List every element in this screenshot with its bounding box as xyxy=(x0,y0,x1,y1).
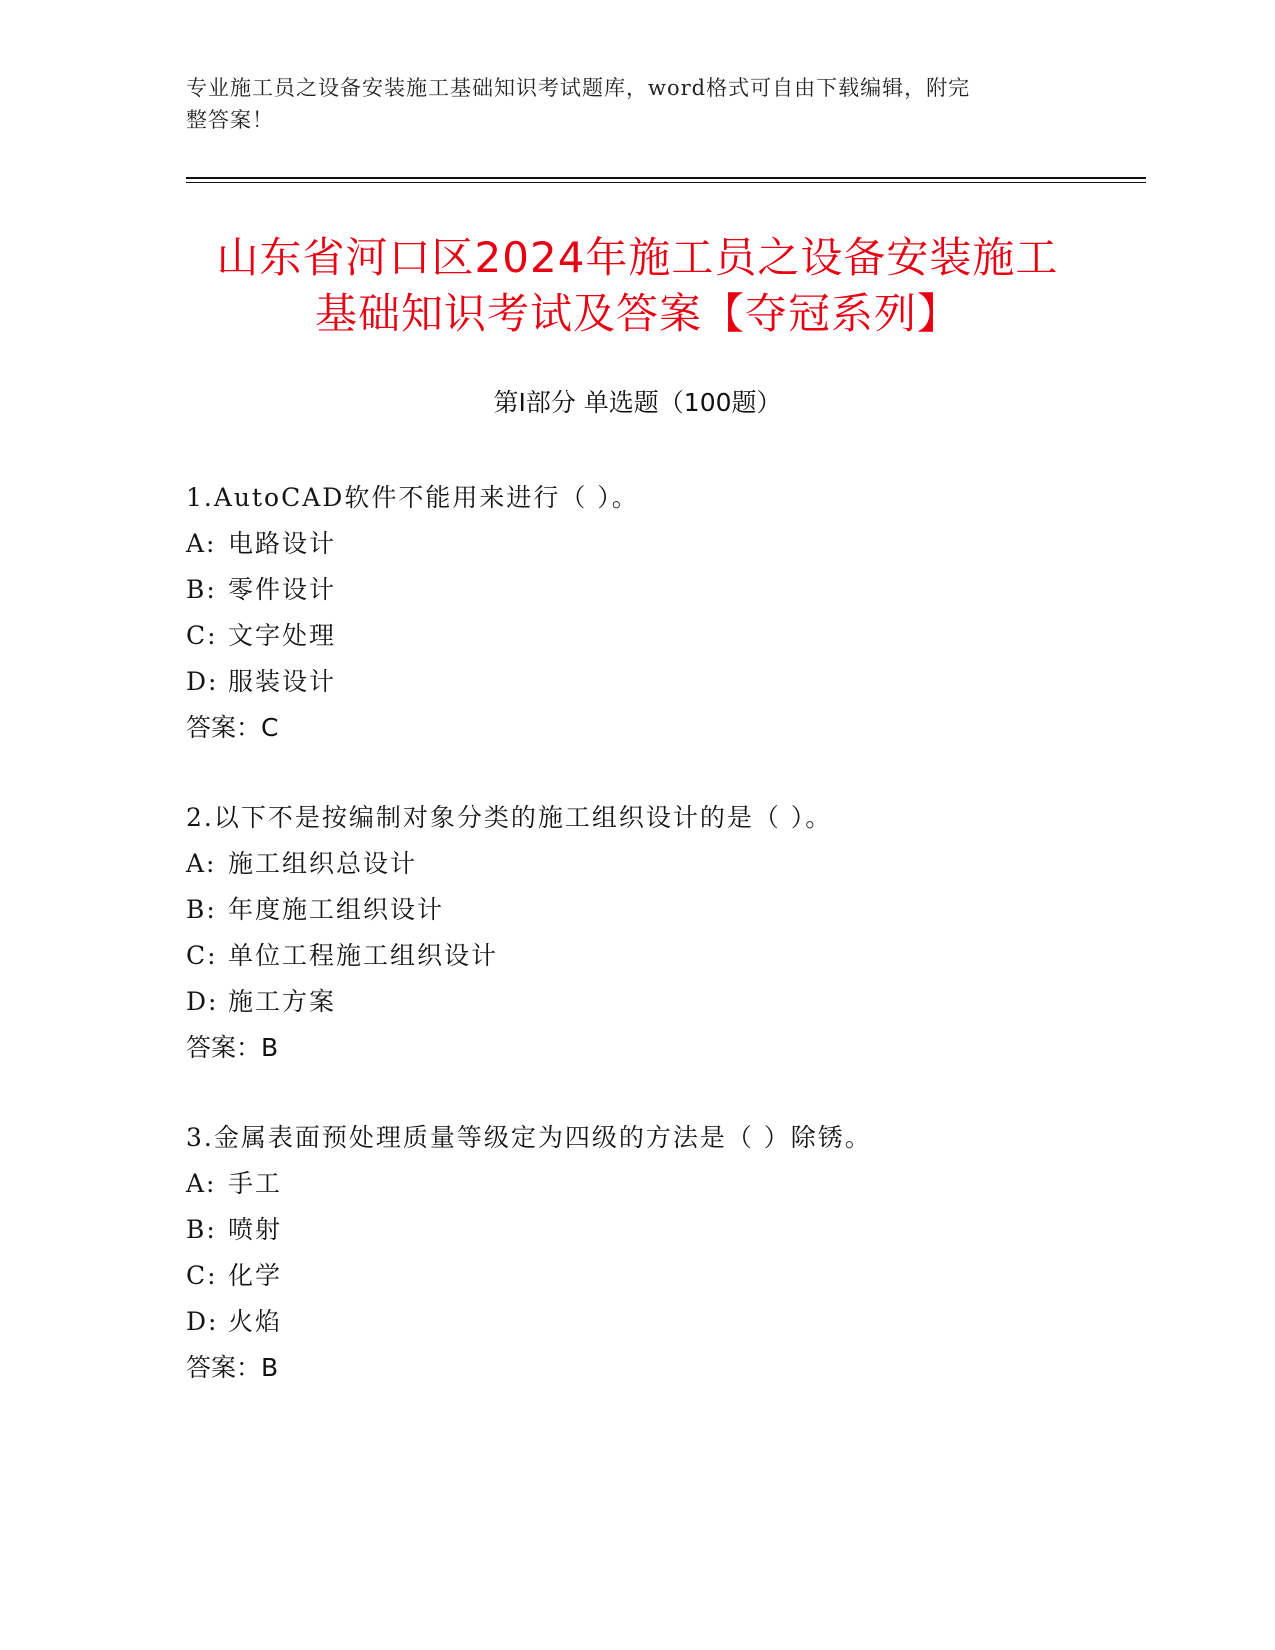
option-a xyxy=(186,521,1146,567)
option-text: 火焰 xyxy=(228,1307,283,1336)
option-key: C: xyxy=(186,1261,218,1290)
option-c xyxy=(186,613,1146,659)
option-b xyxy=(186,567,1146,613)
option-a xyxy=(186,1161,1146,1207)
option-text: 化学 xyxy=(228,1261,283,1290)
answer-line: 答案：C xyxy=(186,713,279,742)
question-stem: 3.金属表面预处理质量等级定为四级的方法是（ ）除锈。 xyxy=(186,1123,872,1152)
answer-line: 答案：B xyxy=(186,1033,279,1062)
question-stem: 1.AutoCAD软件不能用来进行（ ）。 xyxy=(186,483,639,512)
option-key: B: xyxy=(186,1215,217,1244)
document-title-line-2: 基础知识考试及答案【夺冠系列】 xyxy=(314,289,960,338)
option-c xyxy=(186,933,1146,979)
option-d xyxy=(186,1299,1146,1345)
option-key: A: xyxy=(186,849,217,878)
question-list xyxy=(186,475,1146,1435)
question-stem: 2.以下不是按编制对象分类的施工组织设计的是（ ）。 xyxy=(186,803,833,832)
question-2 xyxy=(186,795,1146,1071)
answer-line: 答案：B xyxy=(186,1353,279,1382)
option-text: 手工 xyxy=(228,1169,283,1198)
header-note-line-1: 专业施工员之设备安装施工基础知识考试题库，word格式可自由下载编辑，附完 xyxy=(186,76,971,100)
option-text: 喷射 xyxy=(228,1215,283,1244)
header-note xyxy=(186,72,1066,136)
option-key: B: xyxy=(186,895,217,924)
option-key: A: xyxy=(186,529,217,558)
option-text: 文字处理 xyxy=(228,621,337,650)
option-key: C: xyxy=(186,941,218,970)
option-d xyxy=(186,979,1146,1025)
question-3 xyxy=(186,1115,1146,1391)
option-text: 单位工程施工组织设计 xyxy=(228,941,499,970)
option-b xyxy=(186,887,1146,933)
option-d xyxy=(186,659,1146,705)
option-key: B: xyxy=(186,575,217,604)
option-key: D: xyxy=(186,1307,219,1336)
option-a xyxy=(186,841,1146,887)
option-key: D: xyxy=(186,667,219,696)
document-title-line-1: 山东省河口区2024年施工员之设备安装施工 xyxy=(216,233,1059,282)
option-key: C: xyxy=(186,621,218,650)
option-text: 零件设计 xyxy=(228,575,337,604)
section-heading: 第Ⅰ部分 单选题（100题） xyxy=(493,388,782,417)
option-b xyxy=(186,1207,1146,1253)
header-divider-thick xyxy=(186,177,1146,179)
header-note-line-2: 整答案！ xyxy=(186,108,274,132)
option-text: 施工组织总设计 xyxy=(228,849,418,878)
option-text: 年度施工组织设计 xyxy=(228,895,445,924)
option-key: D: xyxy=(186,987,219,1016)
option-text: 电路设计 xyxy=(228,529,337,558)
option-text: 服装设计 xyxy=(228,667,337,696)
header-divider-thin xyxy=(186,182,1146,183)
document-title xyxy=(150,230,1125,342)
question-1 xyxy=(186,475,1146,751)
option-text: 施工方案 xyxy=(228,987,337,1016)
option-key: A: xyxy=(186,1169,217,1198)
option-c xyxy=(186,1253,1146,1299)
